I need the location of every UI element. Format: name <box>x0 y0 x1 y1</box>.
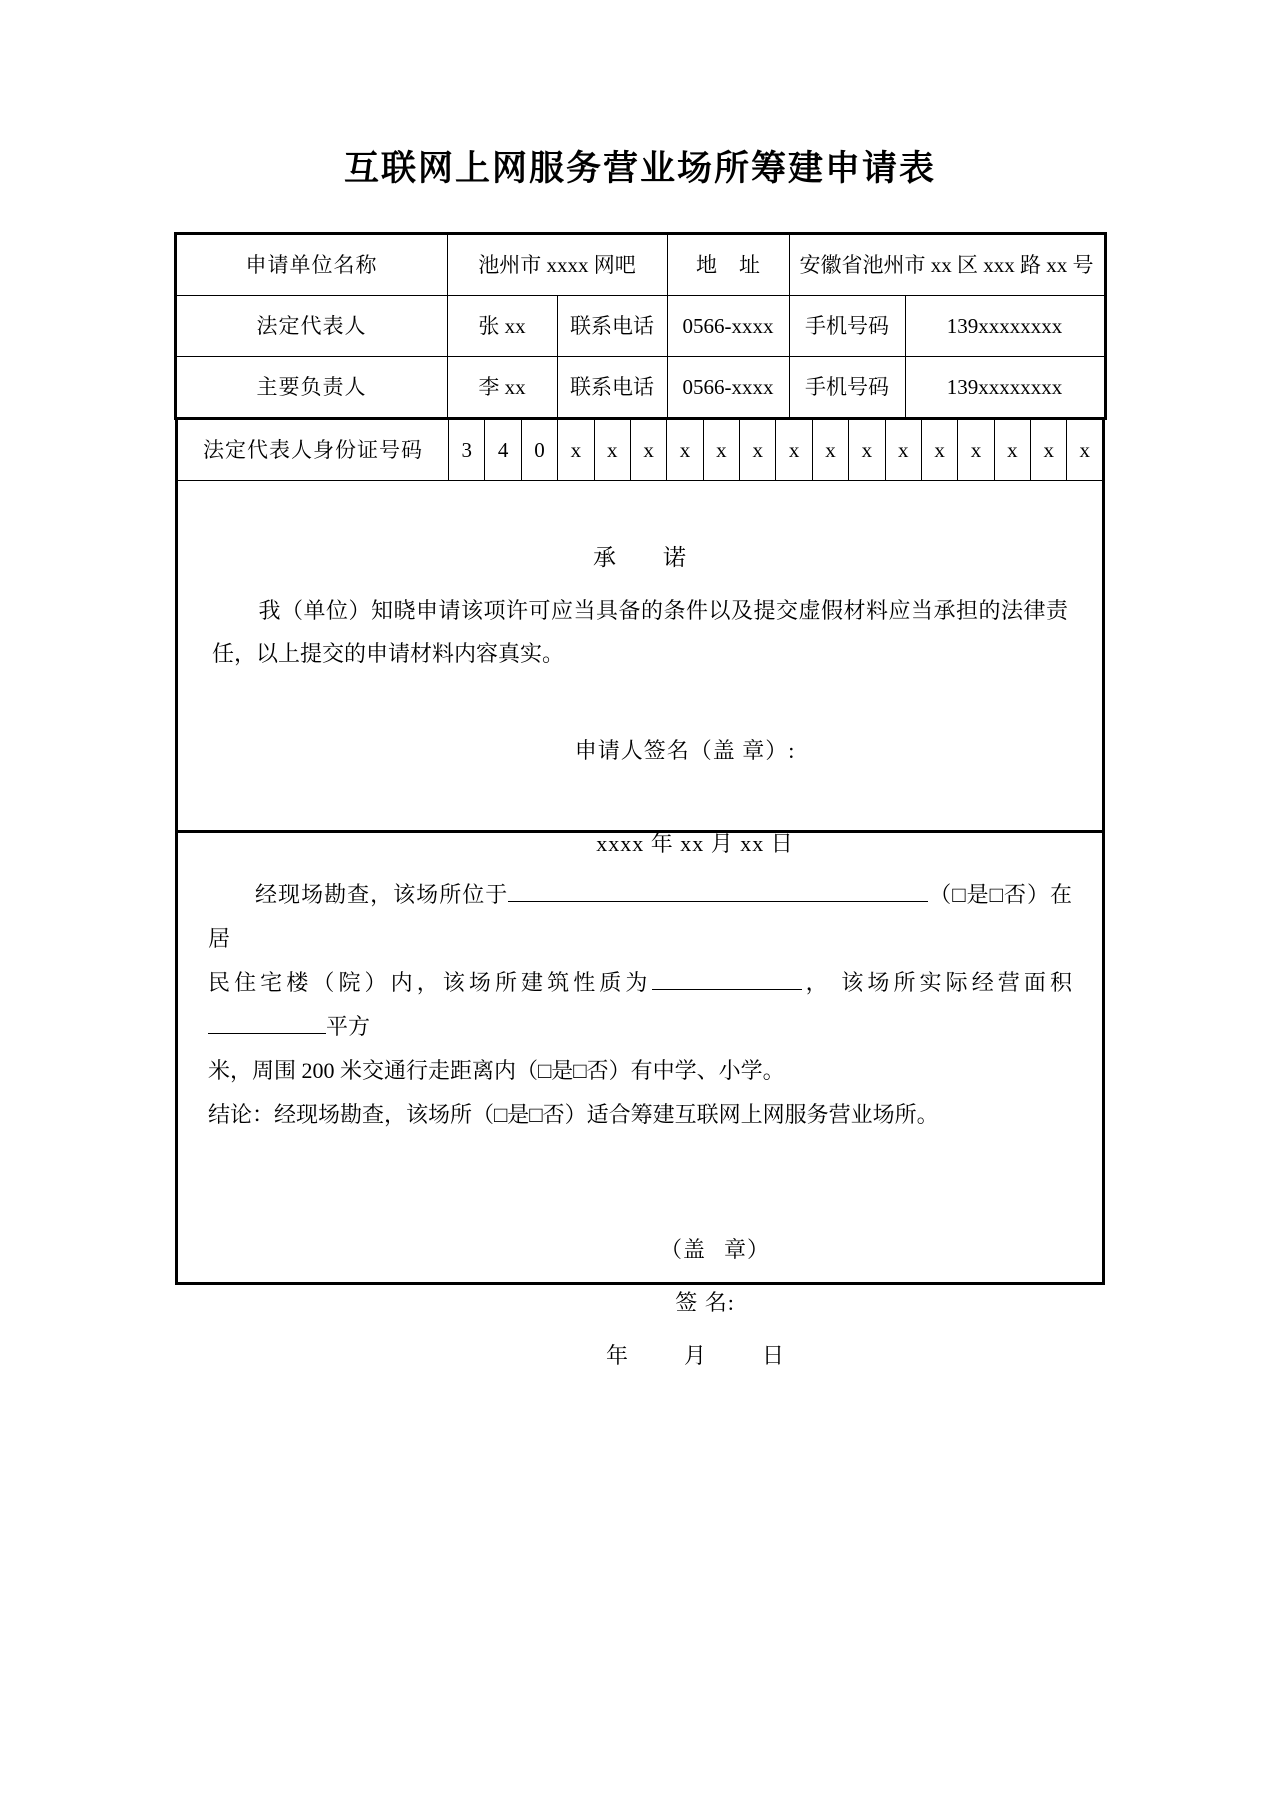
building-nature-blank[interactable] <box>652 989 802 990</box>
seal-label-left: （盖 <box>659 1237 706 1262</box>
commitment-heading <box>178 481 1102 572</box>
commitment-body <box>178 572 1102 676</box>
principal-mobile-label: 手机号码 <box>789 357 905 419</box>
applicant-signature-label[interactable]: 申请人签名（盖 章）: <box>574 737 796 763</box>
legal-rep-label: 法定代表人 <box>175 296 447 357</box>
commitment-section <box>175 481 1105 856</box>
unit-name-label: 申请单位名称 <box>175 234 447 296</box>
id-number-table <box>175 419 1105 481</box>
legal-rep-name[interactable]: 张 xx <box>447 296 557 357</box>
inspection-line-3[interactable]: 米，周围 200 米交通行走距离内（□是□否）有中学、小学。 <box>208 1058 785 1083</box>
commitment-body-text: 我（单位）知晓申请该项许可应当具备的条件以及提交虚假材料应当承担的法律责任，以上提交的申请材料内容真实。 <box>212 598 1068 666</box>
legal-rep-mobile-value[interactable]: 139xxxxxxxx <box>905 296 1105 357</box>
inspection-line2-b: ， 该场所实际经营面积 <box>801 970 1072 995</box>
applicant-info-table <box>174 232 1107 420</box>
inspection-line2-a: 民住宅楼（院）内，该场所建筑性质为 <box>208 970 652 995</box>
year-label[interactable]: 年 <box>605 1343 628 1368</box>
location-blank[interactable] <box>508 901 928 902</box>
id-digit-box[interactable]: x <box>667 420 703 481</box>
id-digit-box[interactable]: x <box>740 420 776 481</box>
inspection-date-line <box>178 1317 1102 1370</box>
commitment-heading-right: 诺 <box>663 545 687 570</box>
id-digit-box[interactable]: x <box>921 420 957 481</box>
day-label[interactable]: 日 <box>762 1343 785 1368</box>
id-digit-box[interactable]: x <box>558 420 594 481</box>
seal-label-right: 章） <box>724 1237 771 1262</box>
inspection-section <box>175 833 1105 1368</box>
principal-phone-label: 联系电话 <box>557 357 667 419</box>
inspection-line1-b[interactable]: （□是□否）在居 <box>208 882 1072 951</box>
id-digit-box[interactable]: x <box>703 420 739 481</box>
id-digit-box[interactable]: x <box>776 420 812 481</box>
inspection-line-1 <box>208 873 1072 961</box>
commitment-date[interactable]: xxxx 年 xx 月 xx 日 <box>596 830 794 856</box>
area-blank[interactable] <box>208 1033 326 1034</box>
id-digit-box[interactable]: x <box>594 420 630 481</box>
inspection-line-4[interactable]: 结论：经现场勘查，该场所（□是□否）适合筹建互联网上网服务营业场所。 <box>208 1102 939 1127</box>
month-label[interactable]: 月 <box>683 1343 706 1368</box>
inspection-line-2 <box>208 961 1072 1049</box>
principal-mobile-value[interactable]: 139xxxxxxxx <box>905 357 1105 419</box>
id-digit-box[interactable]: 0 <box>521 420 557 481</box>
principal-label: 主要负责人 <box>175 357 447 419</box>
id-digit-box[interactable]: x <box>1067 420 1104 481</box>
address-label-text: 地址 <box>696 252 782 277</box>
legal-rep-phone-value[interactable]: 0566-xxxx <box>667 296 789 357</box>
id-digit-box[interactable]: x <box>849 420 885 481</box>
address-label <box>667 234 789 296</box>
page-title: 互联网上网服务营业场所筹建申请表 <box>343 149 936 189</box>
inspection-body <box>178 833 1102 1137</box>
commitment-heading-left: 承 <box>593 545 617 570</box>
address-value[interactable]: 安徽省池州市 xx 区 xxx 路 xx 号 <box>789 234 1105 296</box>
table-row-unit-name <box>175 234 1105 296</box>
principal-phone-value[interactable]: 0566-xxxx <box>667 357 789 419</box>
legal-rep-mobile-label: 手机号码 <box>789 296 905 357</box>
inspector-signature-label[interactable]: 签 名: <box>675 1290 735 1315</box>
legal-rep-phone-label: 联系电话 <box>557 296 667 357</box>
id-digit-box[interactable]: x <box>885 420 921 481</box>
inspection-line1-a: 经现场勘查，该场所位于 <box>254 882 509 907</box>
table-row-principal <box>175 357 1105 419</box>
id-digit-box[interactable]: 4 <box>485 420 521 481</box>
id-digit-box[interactable]: x <box>994 420 1030 481</box>
id-number-label: 法定代表人身份证号码 <box>177 420 449 481</box>
id-digit-box[interactable]: x <box>812 420 848 481</box>
id-digit-box[interactable]: x <box>958 420 994 481</box>
unit-name-value[interactable]: 池州市 xxxx 网吧 <box>447 234 667 296</box>
seal-label <box>178 1137 1102 1264</box>
inspection-line2-c: 平方 <box>326 1014 371 1039</box>
table-row-id-number <box>177 420 1104 481</box>
id-digit-box[interactable]: x <box>630 420 666 481</box>
table-row-legal-rep <box>175 296 1105 357</box>
id-digit-box[interactable]: x <box>1031 420 1067 481</box>
principal-name[interactable]: 李 xx <box>447 357 557 419</box>
id-digit-box[interactable]: 3 <box>449 420 485 481</box>
